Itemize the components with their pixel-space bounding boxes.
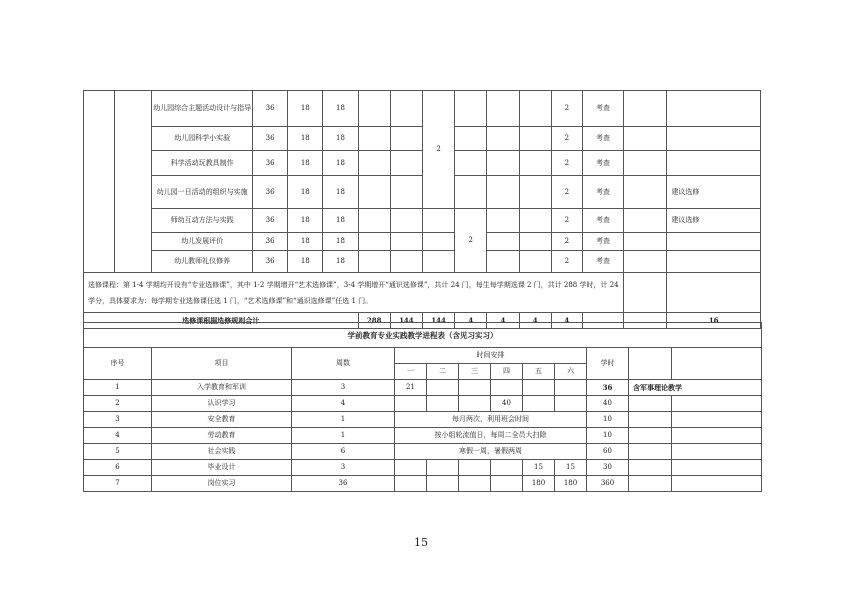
table-row [84, 251, 761, 273]
table-row [84, 380, 762, 396]
total-hours: 36 [252, 251, 287, 273]
header-weeks: 周数 [292, 348, 395, 380]
summary-total: 288 [358, 313, 390, 329]
practice-hours: 18 [323, 151, 358, 176]
row-item: 认识学习 [152, 396, 292, 412]
total-hours: 36 [252, 176, 287, 209]
table-row [84, 460, 762, 476]
total-hours: 36 [252, 151, 287, 176]
row-weeks: 3 [292, 460, 395, 476]
row-weeks: 3 [292, 380, 395, 396]
table-row [84, 476, 762, 492]
row-no: 6 [84, 460, 152, 476]
practice-hours: 18 [323, 251, 358, 273]
course-name: 幼儿园综合主题活动设计与指导 [152, 91, 253, 127]
practice-hours: 18 [323, 209, 358, 233]
row-s6: 15 [555, 460, 587, 476]
table-row [84, 428, 762, 444]
credit: 2 [551, 251, 582, 273]
row-hours: 36 [587, 380, 629, 396]
course-name: 科学活动玩教具制作 [152, 151, 253, 176]
header-row [84, 348, 762, 364]
summary-practice: 144 [422, 313, 454, 329]
assessment: 考查 [582, 233, 623, 251]
elective-note: 选修课程：第 1-4 学期均开设有“专业选修课”，其中 1-2 学期增开“艺术选修课”，3-4 学期增开“通识选修课”，共计 24 门，每生每学期选课 2 门，共计 288 学时，计 24 学分，具体要求为：每学期专业选修课任选 1 门，“艺术选修课”和“通识选修课”任选 1 门。 [84, 273, 624, 313]
row-s1: 21 [395, 380, 427, 396]
row-hours: 360 [587, 476, 629, 492]
summary-s3: 4 [519, 313, 551, 329]
row-item: 劳动教育 [152, 428, 292, 444]
row-weeks: 4 [292, 396, 395, 412]
row-no: 7 [84, 476, 152, 492]
semester3-hours: 2 [422, 91, 454, 209]
row-s5: 180 [523, 476, 555, 492]
assessment: 考查 [582, 127, 623, 151]
row-weeks: 36 [292, 476, 395, 492]
remark: 建议选修 [667, 176, 761, 209]
assessment: 考查 [582, 251, 623, 273]
theory-hours: 18 [288, 209, 323, 233]
row-hours: 10 [587, 412, 629, 428]
theory-hours: 18 [288, 91, 323, 127]
row-s5: 15 [523, 460, 555, 476]
credit: 2 [551, 151, 582, 176]
semester-3: 三 [459, 364, 491, 380]
summary-s4: 4 [551, 313, 582, 329]
credit: 2 [551, 233, 582, 251]
course-name: 师幼互动方法与实践 [152, 209, 253, 233]
semester-1: 一 [395, 364, 427, 380]
table-row [84, 233, 761, 251]
semester-4: 四 [491, 364, 523, 380]
row-s6: 180 [555, 476, 587, 492]
practice-hours: 18 [323, 127, 358, 151]
row-hours: 60 [587, 444, 629, 460]
row-no: 2 [84, 396, 152, 412]
note-row [84, 273, 761, 313]
total-hours: 36 [252, 233, 287, 251]
header-item: 项目 [152, 348, 292, 380]
table-row [84, 127, 761, 151]
theory-hours: 18 [288, 151, 323, 176]
assessment: 考查 [582, 176, 623, 209]
remark [667, 127, 761, 151]
row-no: 4 [84, 428, 152, 444]
semester4-hours: 2 [455, 209, 487, 273]
theory-hours: 18 [288, 233, 323, 251]
summary-s2: 4 [487, 313, 519, 329]
practice-table-title: 学前教育专业实践教学进程表（含见习实习） [84, 323, 762, 348]
category-cell [84, 91, 115, 273]
practice-hours: 18 [323, 233, 358, 251]
table-row [84, 209, 761, 233]
assessment: 考查 [582, 209, 623, 233]
summary-label: 选修课根据选修规则合计 [84, 313, 359, 329]
row-schedule: 每月两次，利用班会时间 [395, 412, 587, 428]
row-no: 5 [84, 444, 152, 460]
semester-5: 五 [523, 364, 555, 380]
practice-hours: 18 [323, 176, 358, 209]
table-row [84, 176, 761, 209]
header-no: 序号 [84, 348, 152, 380]
row-item: 入学教育和军训 [152, 380, 292, 396]
table-row [84, 412, 762, 428]
remark [667, 151, 761, 176]
row-s4: 40 [491, 396, 523, 412]
row-schedule: 寒假一周，暑假两周 [395, 444, 587, 460]
page-number: 15 [414, 536, 428, 549]
summary-s1: 4 [455, 313, 487, 329]
header-hours: 学时 [587, 348, 629, 380]
total-hours: 36 [252, 91, 287, 127]
course-name: 幼儿园科学小实验 [152, 127, 253, 151]
subcategory-cell [115, 91, 152, 273]
credit: 2 [551, 209, 582, 233]
course-name: 幼儿发展评价 [152, 233, 253, 251]
row-schedule: 按小组轮流值日，每周二全员大扫除 [395, 428, 587, 444]
header-schedule: 时间安排 [395, 348, 587, 364]
elective-course-table [83, 90, 761, 329]
row-hours: 30 [587, 460, 629, 476]
row-item: 毕业设计 [152, 460, 292, 476]
credit: 2 [551, 176, 582, 209]
theory-hours: 18 [288, 251, 323, 273]
row-hours: 10 [587, 428, 629, 444]
remark [667, 251, 761, 273]
row-weeks: 1 [292, 428, 395, 444]
remark [667, 91, 761, 127]
remark [667, 233, 761, 251]
table-row [84, 444, 762, 460]
table-row [84, 91, 761, 127]
credit: 2 [551, 127, 582, 151]
row-hours: 40 [587, 396, 629, 412]
row-remark: 含军事理论教学 [629, 380, 762, 396]
practice-hours: 18 [323, 91, 358, 127]
practice-schedule-table [83, 322, 762, 492]
row-item: 安全教育 [152, 412, 292, 428]
assessment: 考查 [582, 151, 623, 176]
table-row [84, 151, 761, 176]
summary-theory: 144 [390, 313, 422, 329]
theory-hours: 18 [288, 127, 323, 151]
total-hours: 36 [252, 209, 287, 233]
table-row [84, 396, 762, 412]
row-weeks: 6 [292, 444, 395, 460]
row-item: 社会实践 [152, 444, 292, 460]
course-name: 幼儿园一日活动的组织与实施 [152, 176, 253, 209]
semester-6: 六 [555, 364, 587, 380]
assessment: 考查 [582, 91, 623, 127]
row-item: 岗位实习 [152, 476, 292, 492]
title-row [84, 323, 762, 348]
theory-hours: 18 [288, 176, 323, 209]
row-no: 3 [84, 412, 152, 428]
total-hours: 36 [252, 127, 287, 151]
row-no: 1 [84, 380, 152, 396]
semester-2: 二 [427, 364, 459, 380]
course-name: 幼儿教师礼仪修养 [152, 251, 253, 273]
credit: 2 [551, 91, 582, 127]
row-weeks: 1 [292, 412, 395, 428]
remark: 建议选修 [667, 209, 761, 233]
summary-credit: 16 [667, 313, 761, 329]
